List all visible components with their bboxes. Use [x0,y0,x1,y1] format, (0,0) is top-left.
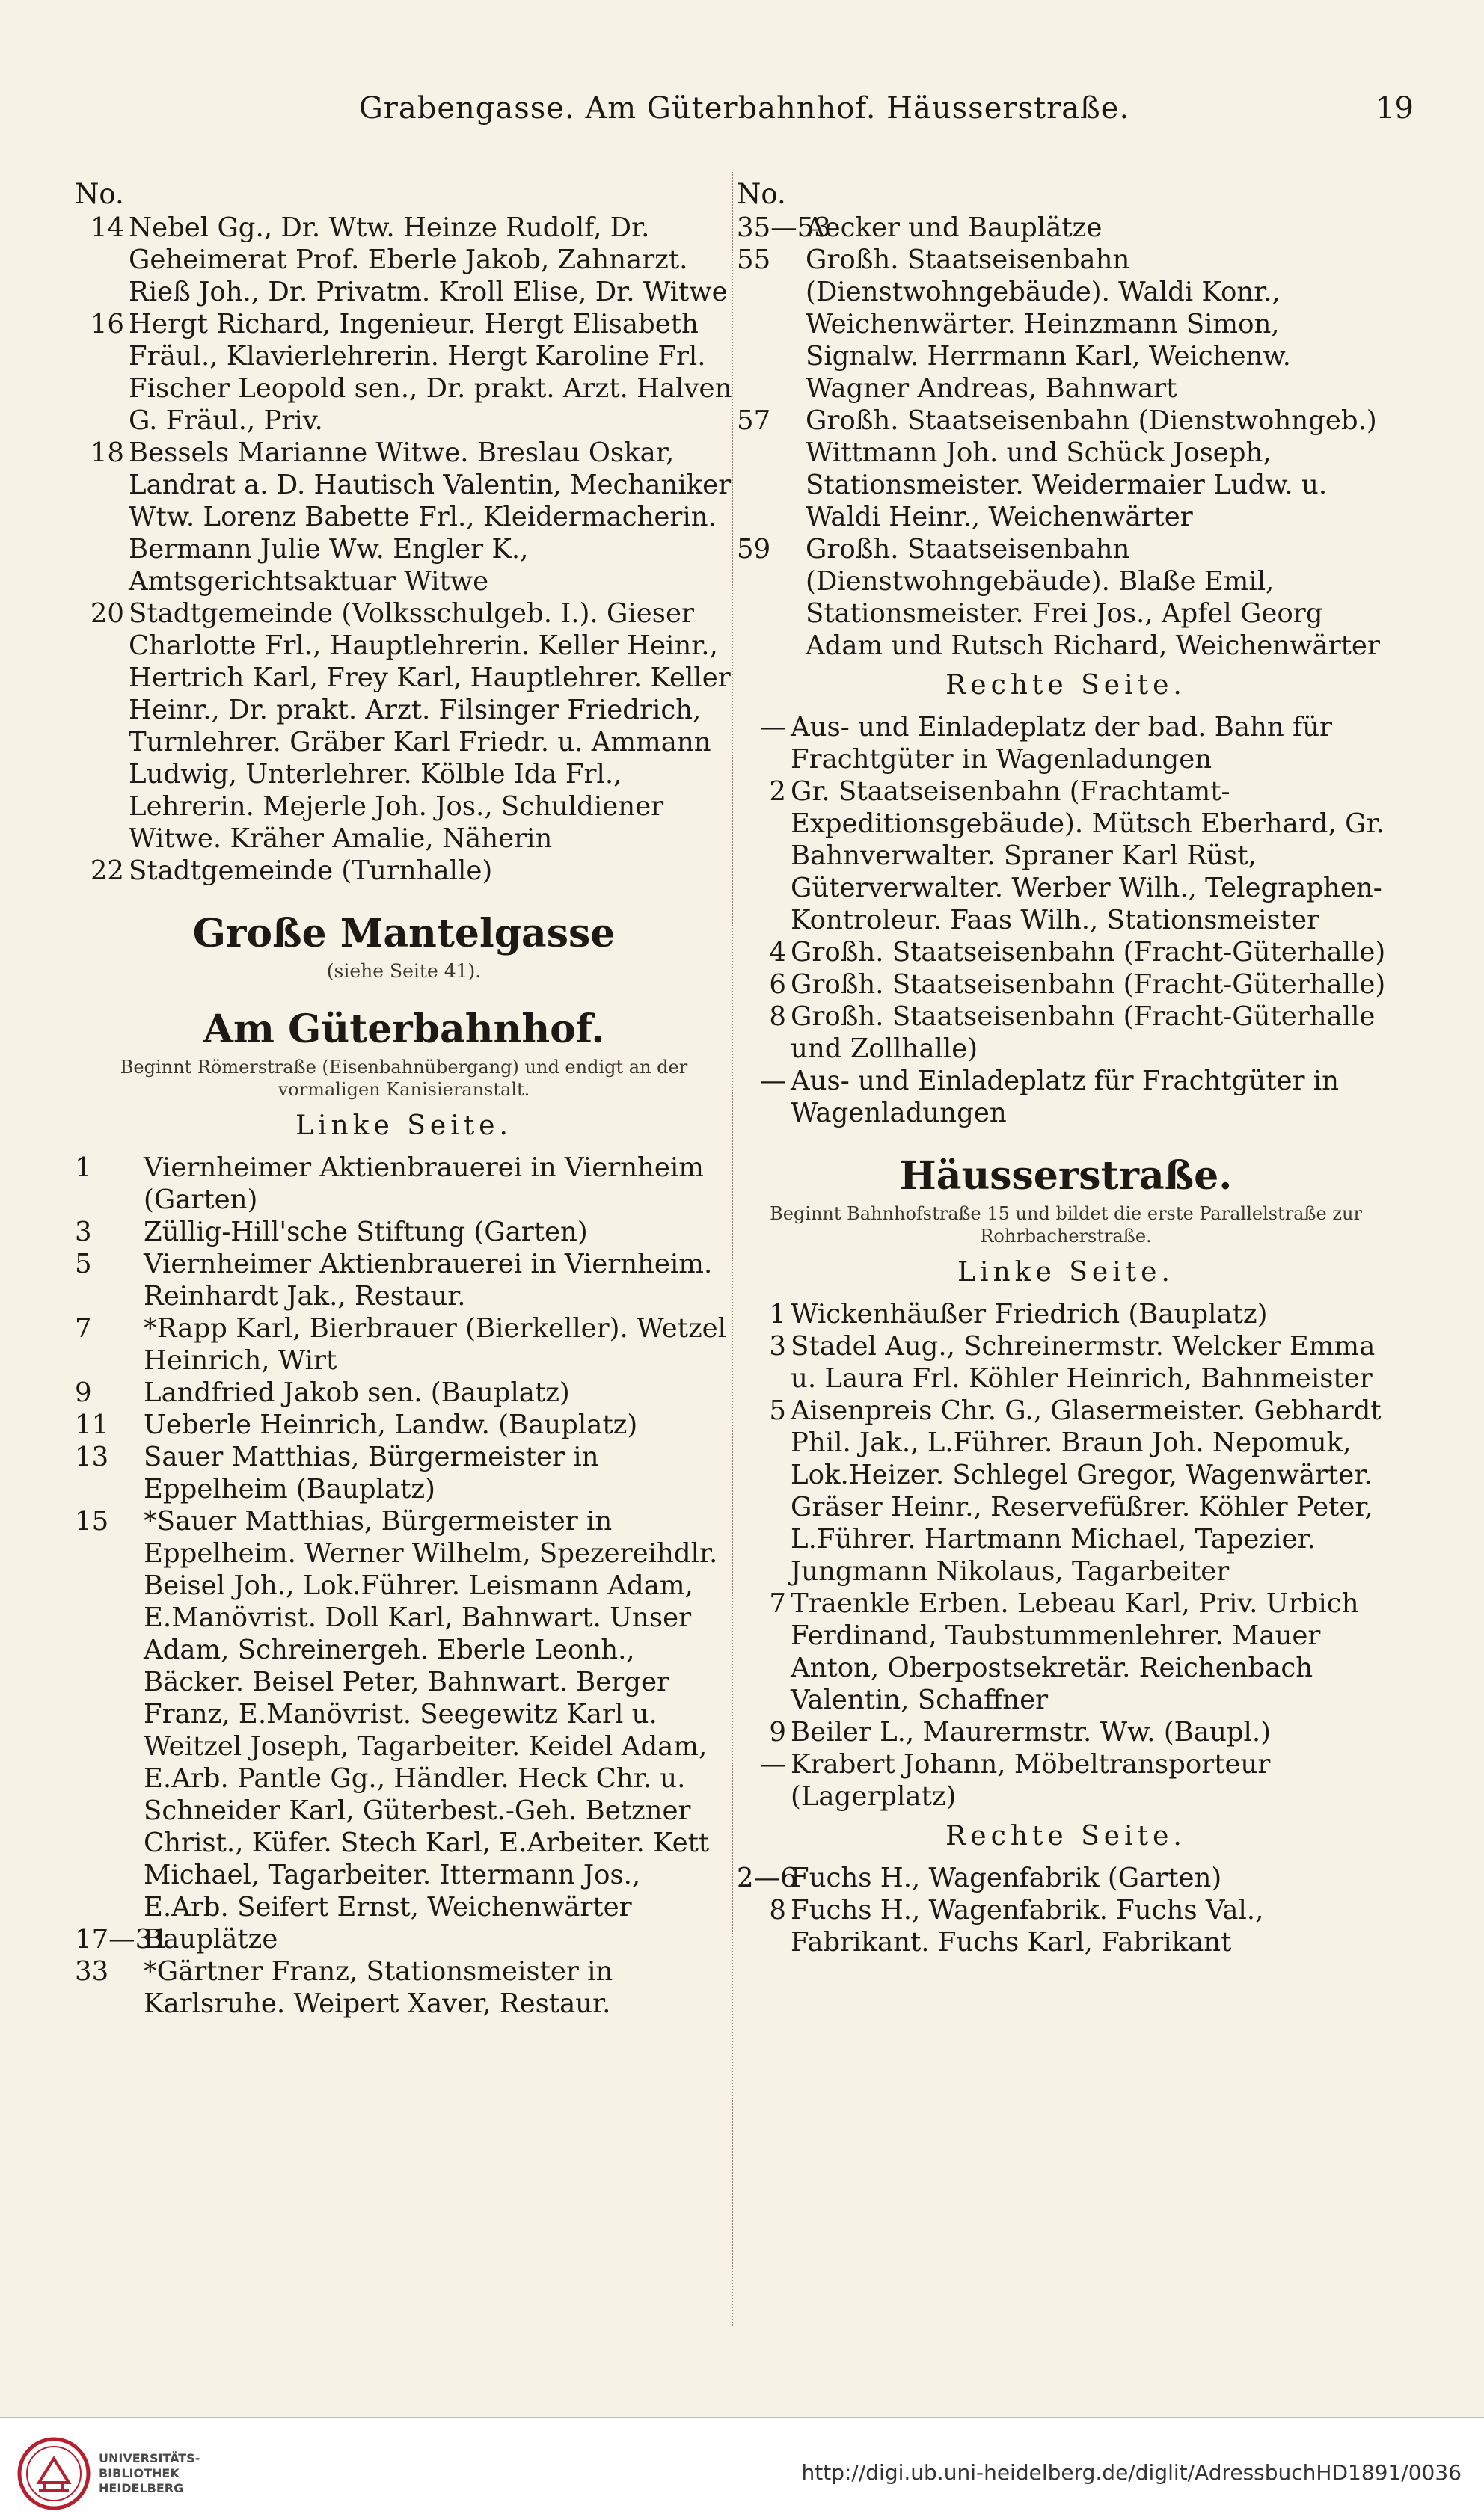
resident-text: Viernheimer Aktienbrauerei in Viernheim. Reinhardt Jak., Restaur. [144,1249,713,1312]
resident-text: Aus- und Einladeplatz der bad. Bahn für Frachtgüter in Wagenladungen [791,712,1333,775]
address-entry [737,1395,1395,1588]
house-number: 1 [769,1299,786,1330]
address-entry [737,244,1395,405]
resident-text: Viernheimer Aktienbrauerei in Viernheim (Garten) [144,1152,704,1215]
side-heading: Rechte Seite. [945,1821,1186,1851]
address-entry [75,1312,733,1377]
house-number: 3 [75,1217,92,1247]
address-entry [737,1065,1395,1129]
resident-text: Aus- und Einladeplatz für Frachtgüter in Wagenladungen [791,1066,1339,1128]
address-entry [737,1588,1395,1716]
house-number: 59 [737,534,771,565]
address-entry [737,212,1395,244]
address-entry [75,1216,733,1248]
resident-text: Großh. Staatseisenbahn (Dienstwohngeb.) Wittmann Joh. und Schück Joseph, Stationsmeister. Weidermaier Ludw. u. Waldi Heinr., Weichenwärter [806,405,1377,532]
resident-text: Großh. Staatseisenbahn (Fracht-Güterhalle) [791,969,1386,1000]
entry-list [737,1862,1395,1958]
house-number: 3 [769,1331,786,1362]
address-entry [75,308,733,437]
house-number: 14 [90,212,124,243]
address-entry [737,1862,1395,1894]
resident-text: *Rapp Karl, Bierbrauer (Bierkeller). Wetzel Heinrich, Wirt [144,1313,727,1376]
address-entry [75,1152,733,1216]
address-entry [737,1748,1395,1813]
house-number: — [759,1749,786,1780]
resident-text: Züllig-Hill'sche Stiftung (Garten) [144,1217,588,1247]
street-title: Am Güterbahnhof. [203,1007,605,1052]
house-number: 11 [75,1410,109,1440]
resident-text: Aecker und Bauplätze [806,212,1103,243]
address-entry [75,855,733,887]
address-entry [75,1441,733,1505]
side-heading: Linke Seite. [295,1110,512,1141]
house-number: 20 [90,598,124,629]
page-title: Grabengasse. Am Güterbahnhof. Häusserstraße. [358,91,1130,126]
address-entry [737,1894,1395,1958]
house-number: 57 [737,405,771,436]
resident-text: Wickenhäußer Friedrich (Bauplatz) [791,1299,1268,1330]
entry-list [75,1152,733,2020]
resident-text: Hergt Richard, Ingenieur. Hergt Elisabeth Fräul., Klavierlehrerin. Hergt Karoline Frl. Fischer Leopold sen., Dr. prakt. Arzt. Halven G. Fräul., Priv. [129,309,732,436]
house-number: 2—6 [737,1863,797,1893]
address-entry [75,1505,733,1923]
resident-text: Landfried Jakob sen. (Bauplatz) [144,1377,570,1408]
resident-text: Großh. Staatseisenbahn (Fracht-Güterhalle und Zollhalle) [791,1001,1376,1064]
street-note: Beginnt Römerstraße (Eisenbahnübergang) und endigt an der vormaligen Kanisieranstalt. [120,1057,688,1100]
resident-text: Großh. Staatseisenbahn (Dienstwohngebäude). Waldi Konr., Weichenwärter. Heinzmann Simon, Signalw. Herrmann Karl, Weichenw. Wagner Andreas, Bahnwart [806,245,1291,404]
resident-text: Beiler L., Maurermstr. Ww. (Baupl.) [791,1717,1272,1748]
address-entry [737,1001,1395,1065]
house-number: 1 [75,1152,92,1183]
address-entry [75,1409,733,1441]
library-name-line: HEIDELBERG [99,2481,184,2495]
entry-list [737,711,1395,1129]
resident-text: Bessels Marianne Witwe. Breslau Oskar, Landrat a. D. Hautisch Valentin, Mechaniker Wtw. Lorenz Babette Frl., Kleidermacherin. Bermann Julie Ww. Engler K., Amtsgerichtsaktuar Witwe [129,437,732,597]
house-number: — [759,712,786,743]
house-number: 4 [769,937,786,968]
resident-text: Aisenpreis Chr. G., Glasermeister. Gebhardt Phil. Jak., L.Führer. Braun Joh. Nepomuk, Lok.Heizer. Schlegel Gregor, Wagenwärter. Gräser Heinr., Reservefüßrer. Köhler Peter, L.Führer. Hartmann Michael, Tapezier. Jungmann Nikolaus, Tagarbeiter [791,1395,1382,1587]
address-entry [737,711,1395,775]
side-heading: Rechte Seite. [945,670,1186,701]
resident-text: Ueberle Heinrich, Landw. (Bauplatz) [144,1410,638,1440]
resident-text: Stadtgemeinde (Volksschulgeb. I.). Gieser Charlotte Frl., Hauptlehrerin. Keller Heinr., Hertrich Karl, Frey Karl, Hauptlehrer. Keller Heinr., Dr. prakt. Arzt. Filsinger Friedrich, Turnlehrer. Gräber Karl Friedr. u. Ammann Ludwig, Unterlehrer. Kölble Ida Frl., Lehrerin. Mejerle Joh. Jos., Schuldiener Witwe. Kräher Amalie, Näherin [129,598,731,854]
house-number: 9 [75,1377,92,1408]
resident-text: Stadtgemeinde (Turnhalle) [129,855,493,886]
entry-list [737,1298,1395,1813]
university-seal-icon [16,2436,91,2511]
resident-text: Nebel Gg., Dr. Wtw. Heinze Rudolf, Dr. Geheimerat Prof. Eberle Jakob, Zahnarzt. Rieß Joh., Dr. Privatm. Kroll Elise, Dr. Witwe [129,212,728,307]
house-number: 2 [769,776,786,807]
address-entry [75,1248,733,1312]
resident-text: Bauplätze [144,1924,278,1955]
resident-text: Fuchs H., Wagenfabrik. Fuchs Val., Fabrikant. Fuchs Karl, Fabrikant [791,1895,1264,1958]
house-number: 16 [90,309,124,339]
number-heading: No. [737,178,786,210]
house-number: 8 [769,1895,786,1926]
street-title: Häusserstraße. [899,1153,1233,1199]
address-entry [737,405,1395,533]
house-number: 8 [769,1001,786,1032]
house-number: — [759,1066,786,1096]
house-number: 17—31 [75,1924,169,1955]
resident-text: Fuchs H., Wagenfabrik (Garten) [791,1863,1222,1893]
house-number: 6 [769,969,786,1000]
resident-text: Gr. Staatseisenbahn (Frachtamt-Expeditionsgebäude). Mütsch Eberhard, Gr. Bahnverwalter. Spraner Karl Rüst, Güterverwalter. Werber Wilh., Telegraphen-Kontroleur. Faas Wilh., Stationsmeister [791,776,1385,935]
library-name [99,2451,200,2496]
street-note: Beginnt Bahnhofstraße 15 und bildet die erste Parallelstraße zur Rohrbacherstraße. [770,1203,1362,1247]
page-number: 19 [1376,91,1414,126]
house-number: 55 [737,245,771,275]
resident-text: Großh. Staatseisenbahn (Dienstwohngebäude). Blaße Emil, Stationsmeister. Frei Jos., Apfel Georg Adam und Rutsch Richard, Weichenwärter [806,534,1380,661]
house-number: 18 [90,437,124,468]
address-entry [737,1716,1395,1748]
house-number: 33 [75,1956,109,1987]
house-number: 22 [90,855,124,886]
page-header [75,91,1414,144]
source-link[interactable]: http://digi.ub.uni-heidelberg.de/diglit/AdressbuchHD1891/0036 [801,2460,1462,2485]
address-entry [737,968,1395,1001]
resident-text: Krabert Johann, Möbeltransporteur (Lagerplatz) [791,1749,1271,1812]
address-entry [737,1330,1395,1395]
entry-list [737,212,1395,662]
resident-text: Großh. Staatseisenbahn (Fracht-Güterhalle) [791,937,1386,968]
resident-text: *Sauer Matthias, Bürgermeister in Eppelheim. Werner Wilhelm, Spezereihdlr. Beisel Joh., Lok.Führer. Leismann Adam, E.Manövrist. Doll Karl, Bahnwart. Unser Adam, Schreinergeh. Eberle Leonh., Bäcker. Beisel Peter, Bahnwart. Berger Franz, E.Manövrist. Seegewitz Karl u. Weitzel Joseph, Tagarbeiter. Keidel Adam, E.Arb. Pantle Gg., Händler. Heck Chr. u. Schneider Karl, Güterbest.-Geh. Betzner Christ., Küfer. Stech Karl, E.Arbeiter. Kett Michael, Tagarbeiter. Ittermann Jos., E.Arb. Seifert Ernst, Weichenwärter [144,1506,718,1923]
address-entry [75,212,733,308]
side-heading: Linke Seite. [957,1257,1174,1288]
house-number: 13 [75,1442,109,1472]
street-note: (siehe Seite 41). [326,960,482,982]
house-number: 35—53 [737,212,831,243]
right-column [737,178,1395,1958]
address-entry [75,1923,733,1955]
entry-list [75,212,733,887]
resident-text: Sauer Matthias, Bürgermeister in Eppelheim (Bauplatz) [144,1442,599,1505]
house-number: 5 [75,1249,92,1279]
address-entry [737,533,1395,662]
address-entry [75,1377,733,1409]
library-name-line: BIBLIOTHEK [99,2466,180,2480]
house-number: 7 [769,1588,786,1619]
house-number: 15 [75,1506,109,1537]
address-entry [75,1955,733,2020]
street-title: Große Mantelgasse [192,911,616,956]
address-entry [737,936,1395,968]
address-entry [737,775,1395,936]
address-entry [75,437,733,597]
house-number: 5 [769,1395,786,1426]
library-name-line: UNIVERSITÄTS- [99,2451,200,2465]
number-heading: No. [75,178,124,210]
address-entry [737,1298,1395,1330]
address-entry [75,597,733,855]
house-number: 7 [75,1313,92,1344]
house-number: 9 [769,1717,786,1748]
resident-text: *Gärtner Franz, Stationsmeister in Karlsruhe. Weipert Xaver, Restaur. [144,1956,613,2019]
resident-text: Stadel Aug., Schreinermstr. Welcker Emma u. Laura Frl. Köhler Heinrich, Bahnmeister [791,1331,1376,1394]
resident-text: Traenkle Erben. Lebeau Karl, Priv. Urbich Ferdinand, Taubstummenlehrer. Mauer Anton, Oberpostsekretär. Reichenbach Valentin, Schaffner [791,1588,1359,1715]
left-column [75,178,733,2020]
footer-bar [0,2418,1484,2520]
